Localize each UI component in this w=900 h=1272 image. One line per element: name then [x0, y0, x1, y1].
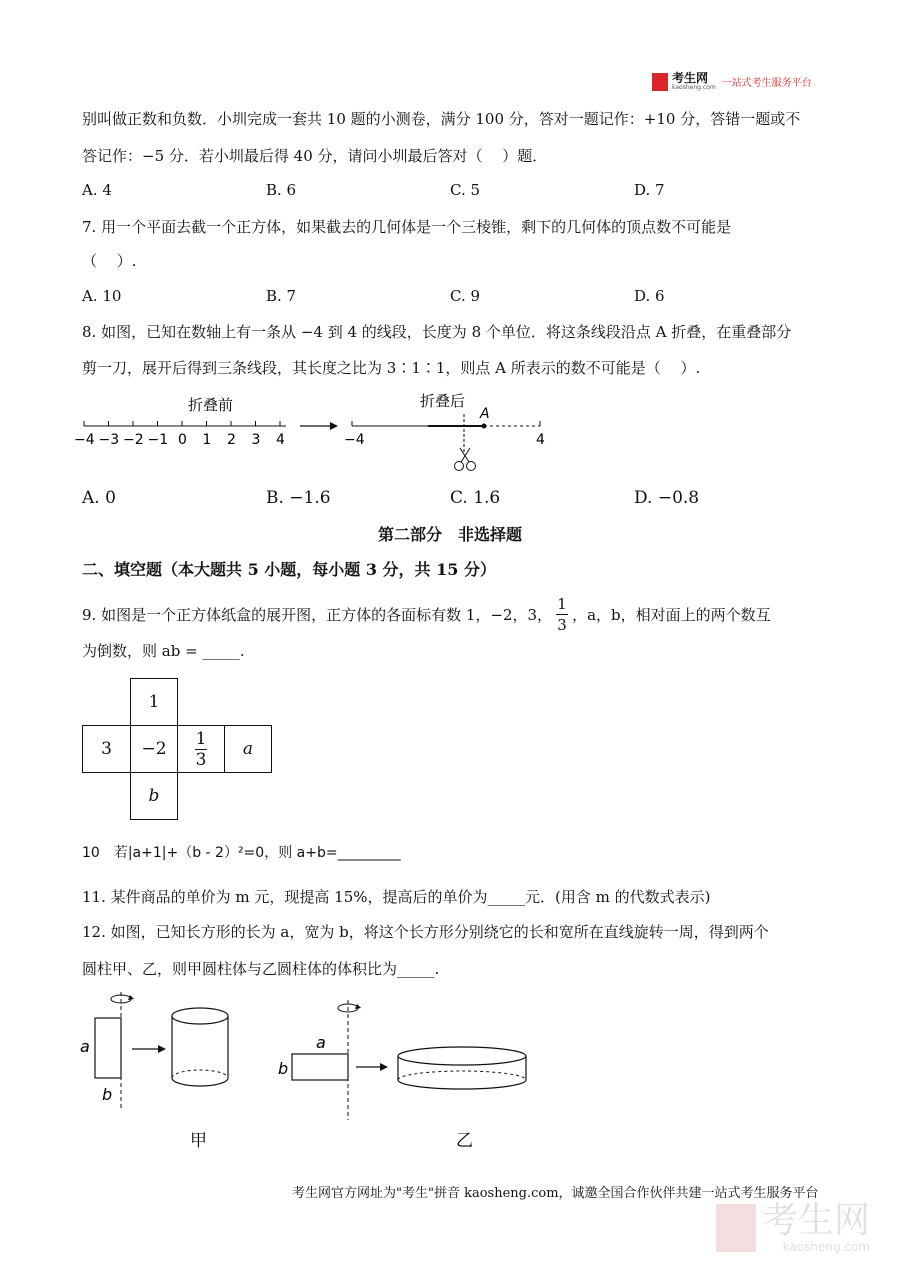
before-tick-label: −3	[98, 432, 120, 448]
header-logo	[652, 72, 812, 91]
fold-arrow-head	[330, 422, 338, 430]
q7-option-c: C. 9	[450, 287, 481, 305]
after-left-label: −4	[344, 432, 365, 448]
before-tick-label: 1	[202, 432, 212, 448]
arrow-yi-head	[380, 1063, 388, 1071]
point-a	[482, 424, 487, 429]
label-b-jia: b	[102, 1085, 113, 1104]
logo-domain: kaosheng.com	[672, 84, 716, 91]
rotation-arrow-icon-2	[338, 1004, 361, 1012]
before-tick-label: −2	[123, 432, 144, 448]
label-jia: 甲	[190, 1131, 207, 1151]
q7-line1: 7. 用一个平面去截一个正方体，如果截去的几何体是一个三棱锥，剩下的几何体的顶点数不可能是	[82, 218, 732, 236]
before-tick-label: −1	[147, 432, 169, 448]
q7-option-d: D. 6	[634, 287, 665, 305]
before-tick-label: −4	[74, 432, 95, 448]
before-tick-label: 4	[276, 432, 285, 448]
q7-line2: （ ）.	[82, 252, 137, 270]
arrow-jia-head	[158, 1045, 166, 1053]
label-a-yi: a	[316, 1033, 326, 1052]
logo-icon	[652, 73, 668, 91]
q6-line2: 答记作：−5 分．若小圳最后得 40 分，请问小圳最后答对（ ）题．	[82, 147, 548, 165]
watermark-logo	[716, 1202, 870, 1254]
part2-title: 第二部分 非选择题	[377, 525, 522, 544]
cylinder-jia	[172, 1008, 228, 1086]
watermark-name: 考生网	[762, 1200, 871, 1241]
after-right-label: 4	[536, 432, 545, 448]
before-ticks	[74, 421, 285, 448]
q6-line1: 别叫做正数和负数．小圳完成一套共 10 题的小测卷，满分 100 分，答对一题记作：+10 分，答错一题或不	[82, 110, 801, 128]
q9-frac-num: 1	[557, 595, 567, 613]
q9-line1-a: 9. 如图是一个正方体纸盒的展开图，正方体的各面标有数 1，−2，3，	[82, 606, 553, 624]
q9-line1-b: ，a，b，相对面上的两个数互	[572, 606, 771, 624]
net-right-face: a	[224, 725, 272, 773]
q6-option-c: C. 5	[450, 181, 481, 199]
q12-line1: 12. 如图，已知长方形的长为 a，宽为 b，将这个长方形分别绕它的长和宽所在直线旋转一周，得到两个	[82, 923, 769, 941]
q8-line1: 8. 如图，已知在数轴上有一条从 −4 到 4 的线段，长度为 8 个单位．将这条线段沿点 A 折叠，在重叠部分	[82, 323, 792, 341]
q10-line: 10 若|a+1|+（b - 2）²=0，则 a+b=_________	[82, 845, 401, 861]
q11-line: 11. 某件商品的单价为 m 元，现提高 15%，提高后的单价为_____元．(用含 m 的代数式表示)	[82, 888, 711, 906]
net-center-face: −2	[130, 725, 178, 773]
net-bottom-face: b	[130, 772, 178, 820]
net-frac-num: 1	[195, 728, 207, 749]
before-tick-label: 2	[227, 432, 236, 448]
net-fraction	[195, 729, 207, 770]
q8-line2: 剪一刀，展开后得到三条线段，其长度之比为 3∶1∶1，则点 A 所表示的数不可能是（ ）.	[82, 359, 701, 377]
point-a-label: A	[480, 406, 490, 422]
q9-line2: 为倒数，则 ab = _____.	[82, 642, 245, 660]
cylinder-yi	[398, 1047, 526, 1089]
q6-option-a: A. 4	[82, 181, 112, 199]
q8-option-a: A. 0	[82, 488, 116, 508]
rotation-arrow-icon	[111, 995, 134, 1003]
label-yi: 乙	[456, 1131, 473, 1151]
logo-slogan: 一站式考生服务平台	[721, 78, 812, 89]
before-tick-label: 3	[251, 432, 261, 448]
rect-jia	[95, 1018, 121, 1078]
net-top-face: 1	[130, 678, 178, 726]
q7-option-a: A. 10	[82, 287, 122, 305]
q8-option-d: D. −0.8	[634, 488, 700, 508]
rect-yi	[292, 1054, 348, 1080]
net-fraction-face	[177, 725, 225, 773]
section2-heading: 二、填空题（本大题共 5 小题，每小题 3 分，共 15 分）	[82, 560, 496, 579]
net-left-face: 3	[82, 725, 131, 773]
q8-number-line-figure	[74, 388, 558, 478]
scissors-icon	[455, 448, 476, 471]
q8-option-b: B. −1.6	[266, 488, 331, 508]
q7-option-b: B. 7	[266, 287, 297, 305]
before-tick-label: 0	[178, 432, 187, 448]
q9-frac-den: 3	[557, 616, 567, 634]
watermark-icon	[716, 1204, 756, 1252]
q12-line2: 圆柱甲、乙，则甲圆柱体与乙圆柱体的体积比为_____.	[82, 960, 440, 978]
after-fold-label: 折叠后	[420, 392, 466, 410]
before-fold-label: 折叠前	[188, 396, 234, 414]
q6-option-b: B. 6	[266, 181, 297, 199]
watermark-domain: kaosheng.com	[782, 1240, 871, 1254]
q8-option-c: C. 1.6	[450, 488, 501, 508]
q12-rotation-figure	[78, 988, 538, 1158]
q9-line1	[82, 594, 771, 635]
q6-option-d: D. 7	[634, 181, 665, 199]
footer-text: 考生网官方网址为"考生"拼音 kaosheng.com，诚邀全国合作伙伴共建一站式考生服务平台	[292, 1186, 819, 1201]
label-a-jia: a	[80, 1037, 90, 1056]
net-frac-den: 3	[195, 749, 207, 770]
logo-name: 考生网	[672, 71, 709, 85]
q9-fraction	[556, 594, 568, 635]
label-b-yi: b	[278, 1059, 289, 1078]
